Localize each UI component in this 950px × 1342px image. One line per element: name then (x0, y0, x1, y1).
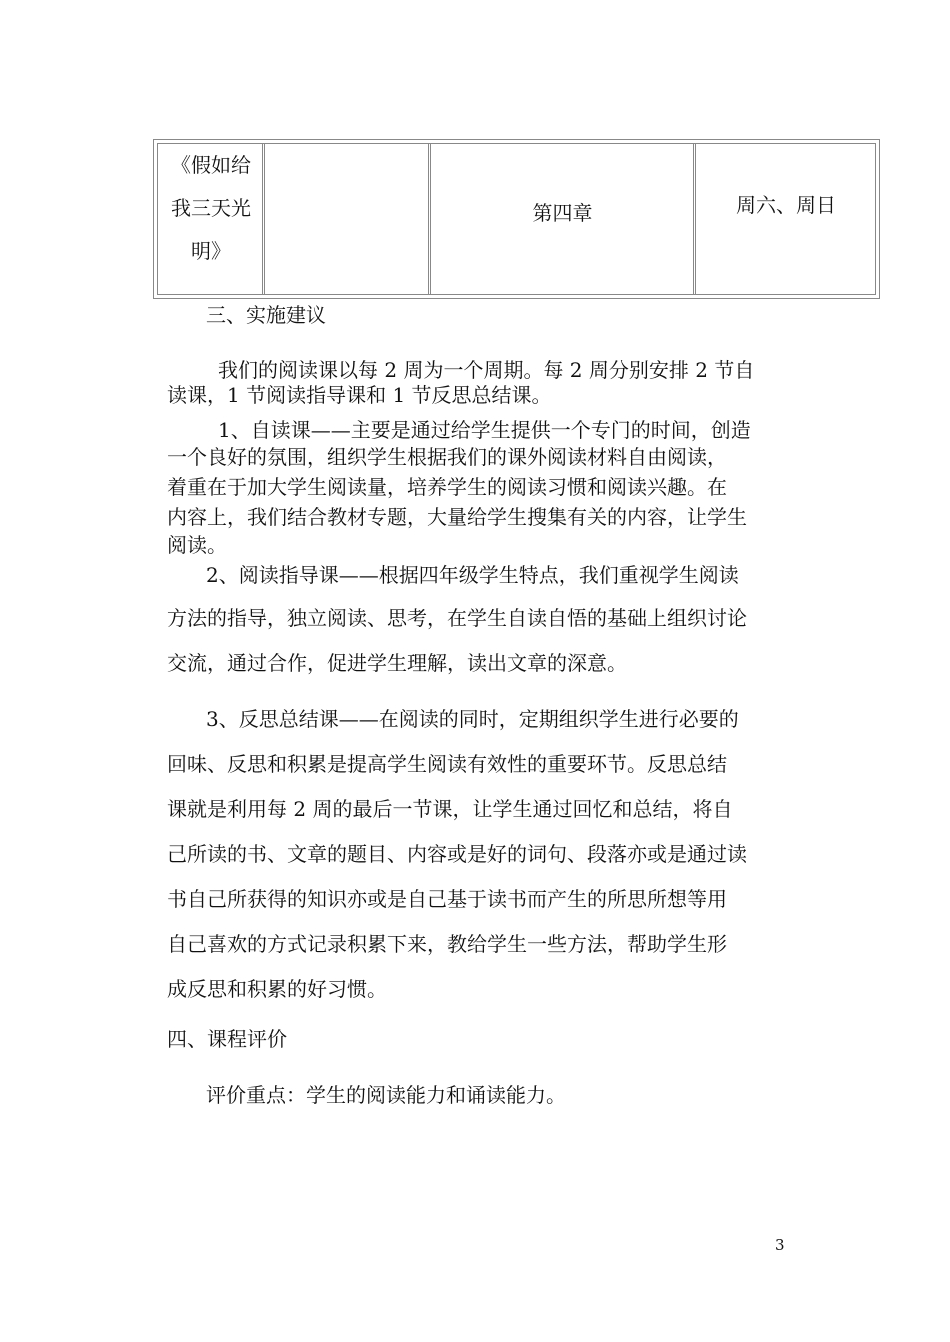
cell-time: 周六、周日 (736, 193, 836, 217)
paragraph-line: 内容上，我们结合教材专题，大量给学生搜集有关的内容，让学生 (167, 505, 747, 529)
paragraph-line: 一个良好的氛围，组织学生根据我们的课外阅读材料自由阅读， (167, 445, 727, 469)
paragraph-line: 交流，通过合作，促进学生理解，读出文章的深意。 (167, 651, 627, 675)
paragraph-line: 书自己所获得的知识亦或是自己基于读书而产生的所思所想等用 (167, 887, 727, 911)
section-heading: 三、实施建议 (206, 303, 326, 327)
paragraph-line: 方法的指导，独立阅读、思考，在学生自读自悟的基础上组织讨论 (167, 606, 747, 630)
paragraph-line: 自己喜欢的方式记录积累下来，教给学生一些方法，帮助学生形 (167, 932, 727, 956)
paragraph-line: 阅读。 (167, 533, 227, 557)
paragraph-line: 成反思和积累的好习惯。 (167, 977, 387, 1001)
paragraph-line: 2、阅读指导课——根据四年级学生特点，我们重视学生阅读 (206, 563, 739, 587)
section-heading: 四、课程评价 (167, 1027, 287, 1051)
paragraph-line: 读课，1 节阅读指导课和 1 节反思总结课。 (167, 383, 552, 407)
column-divider (428, 143, 431, 295)
paragraph-line: 评价重点：学生的阅读能力和诵读能力。 (206, 1083, 566, 1107)
cell-chapter: 第四章 (532, 201, 593, 225)
paragraph-line: 课就是利用每 2 周的最后一节课，让学生通过回忆和总结，将自 (167, 797, 733, 821)
book-title-line: 明》 (191, 239, 231, 263)
paragraph-line: 回味、反思和积累是提高学生阅读有效性的重要环节。反思总结 (167, 752, 727, 776)
paragraph-line: 己所读的书、文章的题目、内容或是好的词句、段落亦或是通过读 (167, 842, 747, 866)
column-divider (262, 143, 265, 295)
column-divider (693, 143, 696, 295)
paragraph-line: 我们的阅读课以每 2 周为一个周期。每 2 周分别安排 2 节自 (218, 358, 755, 382)
paragraph-line: 1、自读课——主要是通过给学生提供一个专门的时间，创造 (218, 418, 751, 442)
cell-book-title (162, 144, 260, 273)
page-number: 3 (775, 1236, 785, 1254)
paragraph-line: 着重在于加大学生阅读量，培养学生的阅读习惯和阅读兴趣。在 (167, 475, 727, 499)
book-title-line: 《假如给 (171, 153, 251, 177)
paragraph-line: 3、反思总结课——在阅读的同时，定期组织学生进行必要的 (206, 707, 739, 731)
book-title-line: 我三天光 (171, 196, 251, 220)
schedule-table (153, 139, 880, 299)
